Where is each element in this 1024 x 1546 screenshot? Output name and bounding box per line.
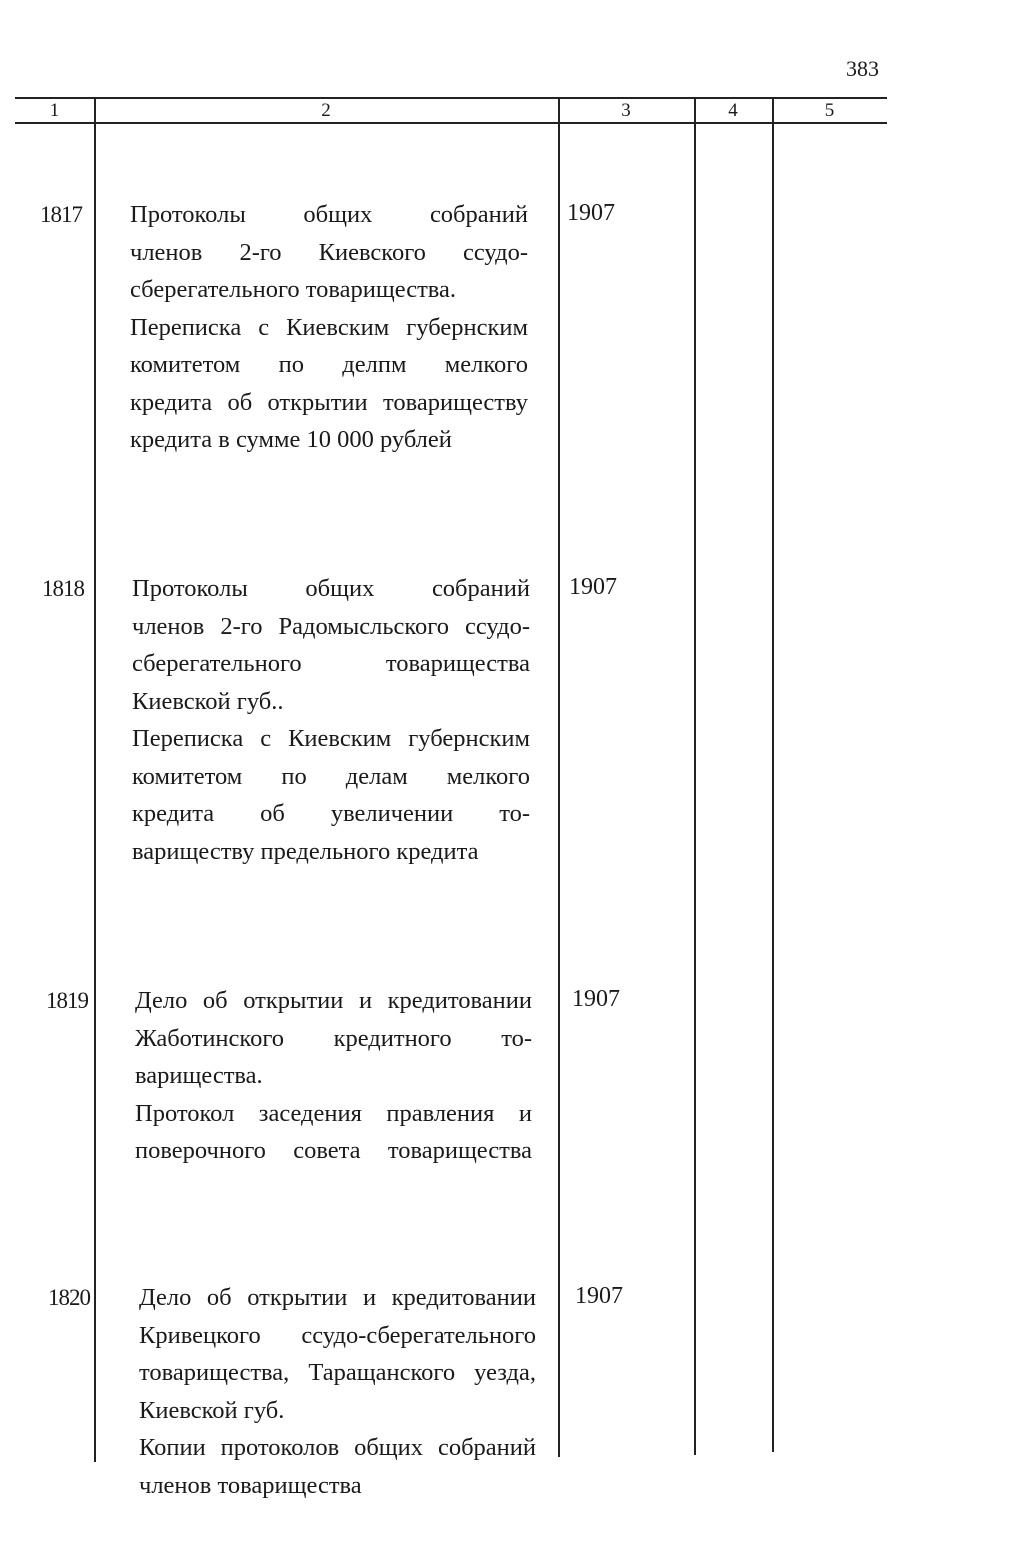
entry-description-line: Переписка с Киевским губернским — [130, 313, 528, 341]
table-header-top-line — [15, 97, 887, 99]
entry-description-line: Протоколы общих собраний — [130, 201, 528, 228]
entry-description-line: поверочного совета товарищества — [135, 1137, 532, 1164]
entry-number: 1820 — [48, 1285, 90, 1310]
entry-description-line: членов 2-го Киевского ссудо- — [130, 238, 528, 266]
column-divider — [94, 97, 96, 1462]
entry-description-line: комитетом по делам мелкого — [132, 762, 530, 790]
column-header-2: 2 — [321, 100, 331, 121]
entry-description-line: членов товарищества — [139, 1471, 362, 1499]
entry-description-line: Жаботинского кредитного то- — [135, 1024, 532, 1052]
entry-description-line: кредита в сумме 10 000 рублей — [130, 426, 452, 453]
entry-description-line: комитетом по делпм мелкого — [130, 351, 528, 378]
page-number: 383 — [846, 56, 879, 81]
column-header-5: 5 — [824, 100, 835, 121]
entry-description-line: Копии протоколов общих собраний — [139, 1434, 536, 1461]
column-divider — [558, 97, 560, 1457]
entry-number: 1818 — [42, 576, 84, 601]
entry-description-line: вариществу предельного кредита — [132, 837, 479, 865]
entry-description-line: варищества. — [135, 1062, 263, 1089]
entry-year: 1907 — [572, 986, 620, 1012]
column-divider — [772, 97, 774, 1452]
entry-description-line: Переписка с Киевским губернским — [132, 725, 530, 752]
entry-description-line: Дело об открытии и кредитовании — [135, 987, 532, 1014]
table-header-bottom-line — [15, 122, 887, 124]
entry-year: 1907 — [575, 1283, 623, 1309]
column-header-1: 1 — [49, 100, 60, 121]
entry-description-line: членов 2-го Радомысльского ссудо- — [132, 612, 530, 640]
entry-description-line: Киевской губ.. — [132, 687, 284, 715]
entry-description-line: товарищества, Таращанского уезда, — [139, 1359, 536, 1386]
entry-description-line: кредита об открытии товариществу — [130, 388, 528, 416]
entry-year: 1907 — [569, 574, 617, 600]
entry-description-line: Киевской губ. — [139, 1396, 285, 1424]
column-divider — [694, 97, 696, 1455]
entry-description-line: Протокол заседения правления и — [135, 1099, 532, 1127]
entry-description-line: Дело об открытии и кредитовании — [139, 1284, 536, 1311]
entry-description-line: сберегательного товарищества. — [130, 276, 457, 303]
entry-number: 1819 — [46, 988, 88, 1013]
entry-description-line: сберегательного товарищества — [132, 650, 530, 677]
column-header-4: 4 — [728, 100, 738, 121]
entry-year: 1907 — [567, 200, 615, 226]
entry-description-line: Протоколы общих собраний — [132, 575, 530, 602]
entry-number: 1817 — [40, 202, 82, 227]
entry-description-line: Кривецкого ссудо-сберегательного — [139, 1321, 536, 1349]
entry-description-line: кредита об увеличении то- — [132, 800, 530, 827]
column-header-3: 3 — [621, 100, 631, 121]
